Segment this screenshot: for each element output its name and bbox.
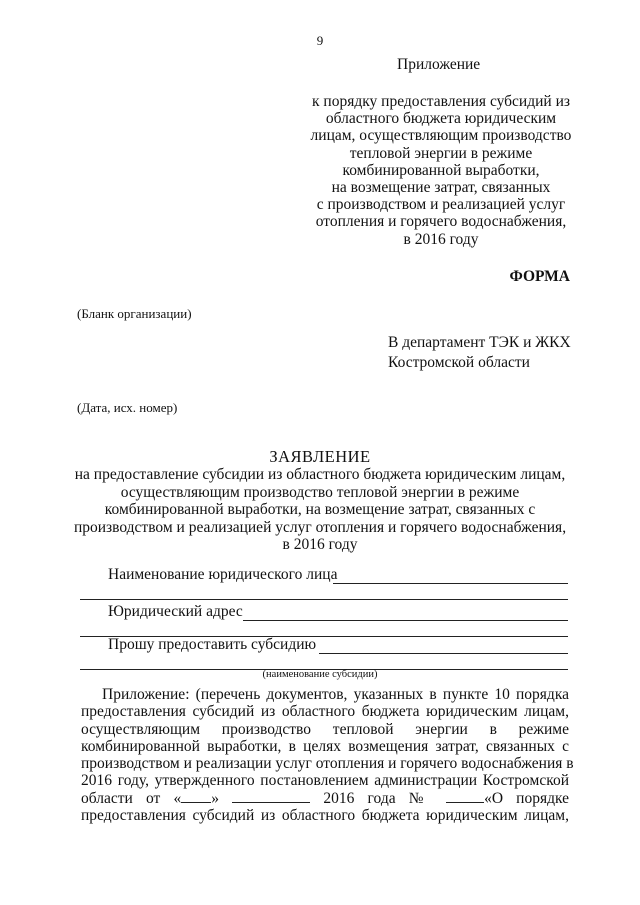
- attachment-line: Приложение: (перечень документов, указанных в пункте 10 порядка: [102, 686, 569, 703]
- legal-name-label: Наименование юридического лица: [108, 566, 338, 583]
- legal-name-field[interactable]: [333, 583, 568, 584]
- legal-address-label: Юридический адрес: [108, 603, 243, 620]
- attachment-line: комбинированной выработки, в целях возмещения затрат, связанных с: [81, 737, 569, 755]
- attachment-year: 2016 года №: [323, 789, 433, 807]
- statement-line: комбинированной выработки, на возмещение затрат, связанных с: [104, 501, 536, 518]
- appendix-line: в 2016 году: [403, 230, 479, 248]
- appendix-line: на возмещение затрат, связанных: [331, 179, 551, 197]
- attachment-date-prefix: области от «: [81, 789, 182, 807]
- attachment-date-quote: »: [211, 789, 219, 807]
- statement-line: производством и реализацией услуг отопления и горячего водоснабжения,: [73, 518, 567, 536]
- attachment-line: предоставления субсидий из областного бюджета юридическим лицам,: [81, 703, 569, 721]
- page-number: 9: [316, 33, 324, 48]
- appendix-line: с производством и реализацией услуг: [316, 196, 566, 214]
- legal-name-field-continuation[interactable]: [80, 599, 568, 600]
- resolution-day-field[interactable]: [181, 801, 211, 803]
- legal-address-field[interactable]: [243, 620, 568, 621]
- date-label: (Дата, исх. номер): [77, 400, 178, 415]
- appendix-line: отопления и горячего водоснабжения,: [315, 213, 567, 231]
- recipient-block: [388, 333, 571, 373]
- recipient-line: Костромской области: [388, 354, 530, 371]
- form-label: ФОРМА: [509, 268, 570, 285]
- appendix-line: комбинированной выработки,: [342, 161, 540, 179]
- appendix-line: лицам, осуществляющим производство: [310, 127, 572, 145]
- statement-line: в 2016 году: [282, 536, 358, 553]
- letterhead-label: (Бланк организации): [77, 306, 192, 321]
- appendix-line: тепловой энергии в режиме: [349, 144, 533, 162]
- attachment-date-line: [81, 790, 569, 807]
- statement-subtitle: [70, 466, 570, 554]
- appendix-line: областного бюджета юридическим: [325, 110, 557, 128]
- subsidy-request-field[interactable]: [319, 653, 568, 654]
- statement-title: ЗАЯВЛЕНИЕ: [269, 447, 371, 466]
- resolution-number-field[interactable]: [446, 801, 484, 803]
- attachment-line: 2016 году, утвержденного постановлением администрации Костромской: [81, 772, 569, 790]
- appendix-reference: [296, 93, 586, 248]
- statement-line: осуществляющим производство тепловой энергии в режиме: [120, 483, 520, 501]
- attachment-line: предоставления субсидий из областного бюджета юридическим лицам,: [81, 807, 569, 825]
- appendix-heading: Приложение: [397, 56, 481, 73]
- attachment-line: производством и реализации услуг отопления и горячего водоснабжения в: [81, 755, 574, 773]
- attachment-line: осуществляющим производство тепловой энергии в режиме: [81, 720, 569, 738]
- attachment-resolution-title: «О порядке: [484, 789, 570, 807]
- recipient-line: В департамент ТЭК и ЖКХ: [388, 334, 571, 351]
- subsidy-caption: (наименование субсидии): [262, 669, 378, 680]
- statement-line: на предоставление субсидии из областного бюджета юридическим лицам,: [74, 466, 566, 483]
- attachment-paragraph: [81, 686, 574, 825]
- appendix-line: к порядку предоставления субсидий из: [312, 93, 570, 110]
- subsidy-request-label: Прошу предоставить субсидию: [108, 636, 317, 653]
- resolution-month-field[interactable]: [232, 801, 310, 803]
